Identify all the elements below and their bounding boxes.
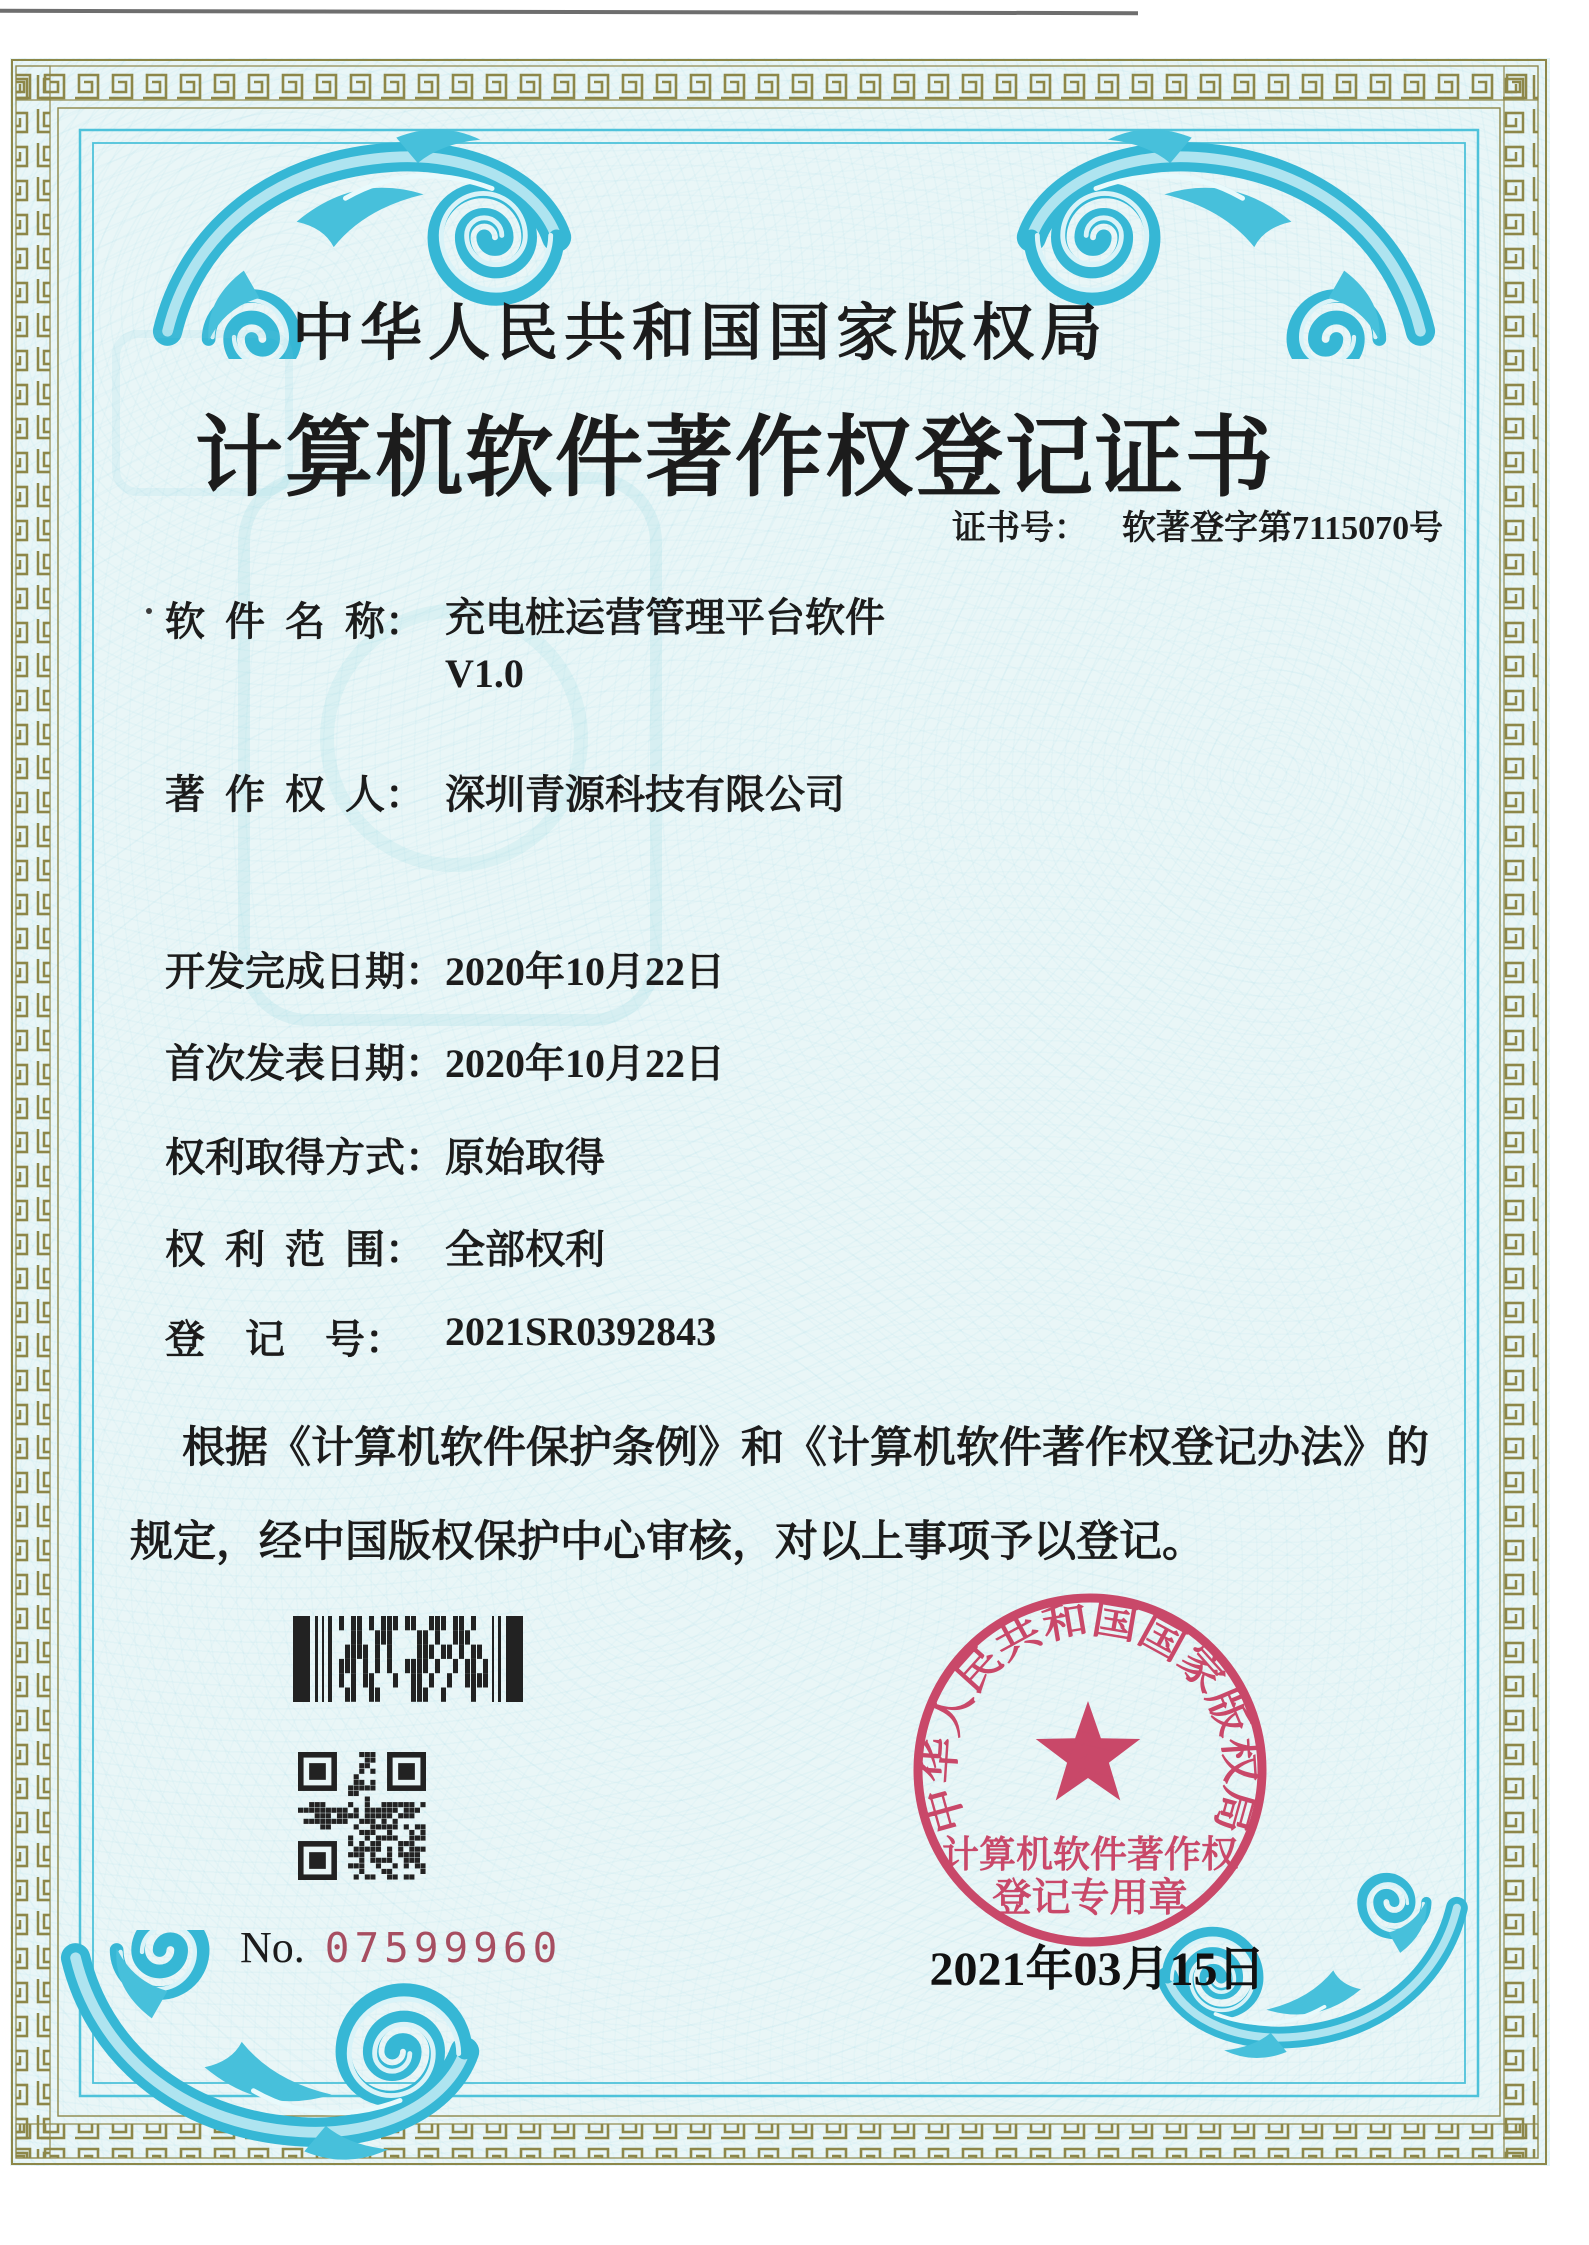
field-label: 著 作 权 人： bbox=[165, 772, 425, 817]
seal-ring-text: 中华人民共和国国家版权局 bbox=[916, 1596, 1263, 1838]
completion-date-value: 2020年10月22日 bbox=[445, 949, 725, 994]
software-version-value: V1.0 bbox=[445, 651, 524, 696]
field-label: 权 利 范 围： bbox=[165, 1227, 425, 1272]
field-label: 登 记 号： bbox=[165, 1317, 405, 1362]
serial-number-label: No. bbox=[240, 1923, 305, 1972]
barcode bbox=[293, 1616, 523, 1702]
registration-number-value: 2021SR0392843 bbox=[445, 1309, 717, 1354]
seal-line-2: 登记专用章 bbox=[992, 1877, 1188, 1920]
field-label: 软 件 名 称： bbox=[165, 599, 425, 644]
statement-line-2: 规定，经中国版权保护中心审核，对以上事项予以登记。 bbox=[130, 1519, 1205, 1566]
field-label: 首次发表日期： bbox=[165, 1041, 445, 1086]
certificate-title: 计算机软件著作权登记证书 bbox=[194, 411, 1275, 508]
field-first-publication-date bbox=[165, 1032, 725, 1092]
field-label: 开发完成日期： bbox=[165, 949, 445, 994]
field-rights-scope bbox=[165, 1218, 605, 1278]
seal-line-1: 计算机软件著作权 bbox=[942, 1835, 1238, 1876]
acquisition-method-value: 原始取得 bbox=[445, 1135, 605, 1180]
ink-speck bbox=[146, 608, 152, 614]
copyright-owner-value: 深圳青源科技有限公司 bbox=[445, 772, 845, 817]
qr-code bbox=[298, 1752, 426, 1880]
certificate-number-label: 证书号： bbox=[952, 510, 1088, 547]
certificate-number-value: 软著登字第7115070号 bbox=[1122, 510, 1444, 547]
field-software-name bbox=[165, 590, 885, 696]
field-label: 权利取得方式： bbox=[165, 1135, 445, 1180]
seal-star-icon bbox=[1036, 1701, 1141, 1801]
official-seal bbox=[905, 1586, 1275, 1956]
certificate-number-line bbox=[952, 500, 1443, 549]
issuer-title: 中华人民共和国国家版权局 bbox=[291, 300, 1108, 368]
field-copyright-owner bbox=[165, 763, 845, 823]
publication-date-value: 2020年10月22日 bbox=[445, 1041, 725, 1086]
field-development-completion-date bbox=[165, 940, 725, 1000]
field-rights-acquisition-method bbox=[165, 1126, 605, 1186]
software-name-value: 充电桩运营管理平台软件 bbox=[445, 595, 885, 640]
issue-date: 2021年03月15日 bbox=[929, 1943, 1266, 1996]
statement-line-1: 根据《计算机软件保护条例》和《计算机软件著作权登记办法》的 bbox=[182, 1425, 1429, 1472]
serial-number-line bbox=[240, 1922, 562, 1973]
field-value bbox=[445, 590, 885, 702]
field-registration-number bbox=[165, 1308, 717, 1368]
serial-number-value: 07599960 bbox=[324, 1924, 563, 1972]
rights-scope-value: 全部权利 bbox=[445, 1227, 605, 1272]
